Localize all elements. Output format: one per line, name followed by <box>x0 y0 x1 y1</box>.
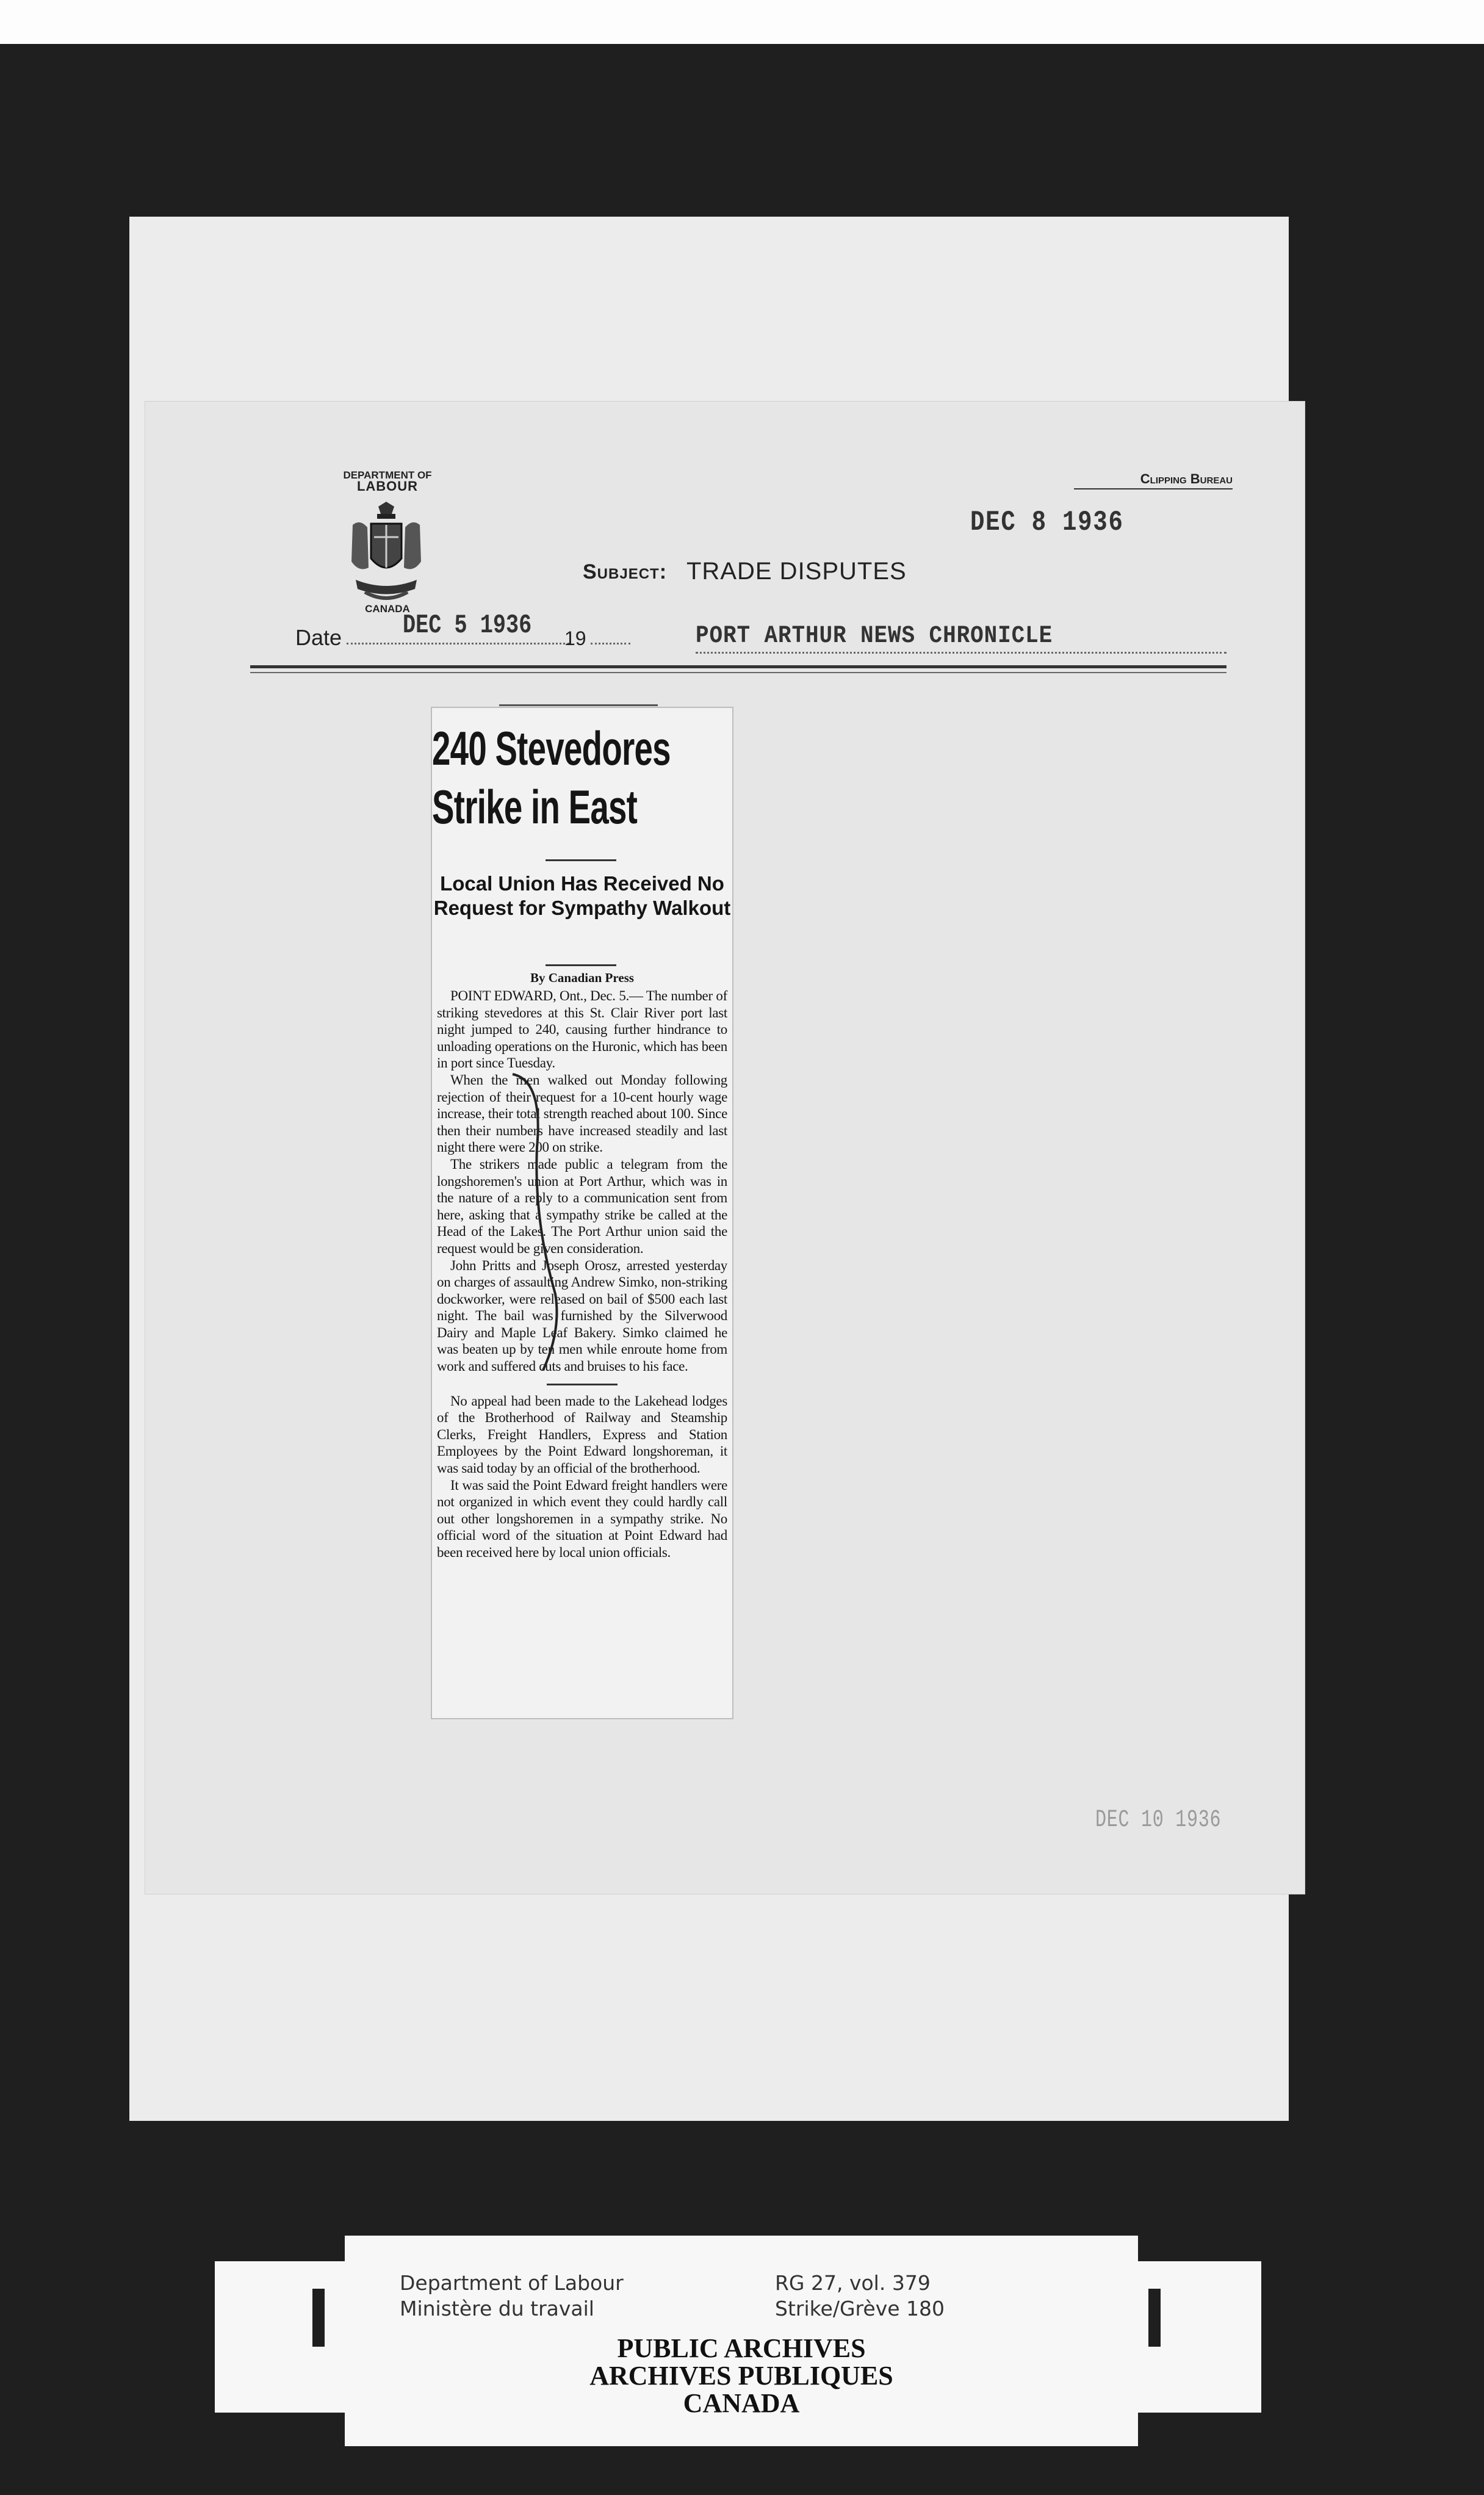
department-heading <box>330 470 445 492</box>
date-stamp: DEC 5 1936 <box>403 610 532 641</box>
date-label: Date <box>295 625 342 650</box>
year-field-line <box>591 643 630 645</box>
department-line1: DEPARTMENT OF <box>343 469 432 481</box>
headline-line2: Strike in East <box>432 780 638 834</box>
archive-department <box>400 2270 624 2322</box>
filed-date-stamp: DEC 10 1936 <box>1095 1807 1222 1834</box>
archive-title-fr: ARCHIVES PUBLIQUES <box>589 2361 893 2391</box>
archive-record-group: RG 27, vol. 379 <box>775 2271 931 2295</box>
subject-label: Subject: <box>583 560 668 583</box>
date-field-line <box>347 643 569 645</box>
date-year-prefix: 19 <box>564 627 586 649</box>
subhead-rule <box>546 964 616 966</box>
archive-label-left-tab <box>215 2261 346 2413</box>
archive-department-en: Department of Labour <box>400 2271 624 2295</box>
clipping-headline <box>432 719 730 836</box>
received-date-stamp: DEC 8 1936 <box>970 507 1124 538</box>
clipping-bureau-label: Clipping Bureau <box>1074 471 1233 489</box>
newspaper-clipping <box>432 708 732 1718</box>
article-paragraph: When the men walked out Monday following rejection of their request for a 10-cent hourly wage increase, their total strength reached about 100. Since then their numbers have increased steadily and last night there were 200 on strike. <box>437 1072 727 1155</box>
header-rule-thin <box>250 672 1226 673</box>
archive-label-right-tab <box>1136 2261 1261 2413</box>
country-label: CANADA <box>365 603 410 615</box>
archive-department-fr: Ministère du travail <box>400 2297 594 2320</box>
article-paragraph: John Pritts and Joseph Orosz, arrested yesterday on charges of assaulting Andrew Simko, non-striking dockworker, were released on bail of $500 each last night. The bail was furnished by the Silverwood Dairy and Maple Leaf Bakery. Simko claimed he was beaten up by ten men while enroute home from work and suffered cuts and bruises to his face. <box>437 1257 727 1374</box>
archive-title-en: PUBLIC ARCHIVES <box>617 2333 866 2363</box>
archive-reference <box>775 2270 945 2322</box>
newspaper-name-stamp: PORT ARTHUR NEWS CHRONICLE <box>696 623 1053 650</box>
article-paragraph: No appeal had been made to the Lakehead lodges of the Brotherhood of Railway and Steamship Clerks, Freight Handlers, Express and Station Employees by the Point Edward longshoreman, it was said today by an official of the brotherhood. <box>437 1393 727 1476</box>
article-paragraph: POINT EDWARD, Ont., Dec. 5.— The number of striking stevedores at this St. Clair River port last night jumped to 240, causing further hindrance to unloading operations on the Huronic, which has been in port since Tuesday. <box>437 988 727 1071</box>
archive-title <box>345 2334 1138 2417</box>
headline-line1: 240 Stevedores <box>432 721 671 775</box>
clipping-article-body <box>437 988 727 1561</box>
article-section-rule <box>547 1384 618 1385</box>
pen-annotation-mark <box>500 1062 574 1379</box>
clipping-subhead: Local Union Has Received No Request for Sympathy Walkout <box>433 872 731 919</box>
clipping-byline: By Canadian Press <box>530 970 634 985</box>
department-line2: LABOUR <box>356 478 419 494</box>
canada-coat-of-arms-icon <box>347 500 426 604</box>
archive-title-country: CANADA <box>683 2388 800 2418</box>
archive-strike-number: Strike/Grève 180 <box>775 2297 945 2320</box>
article-paragraph: The strikers made public a telegram from the longshoremen's union at Port Arthur, which was in the nature of a reply to a communication sent from here, asking that a sympathy strike be called at the Head of the Lakes. The Port Arthur union said the request would be given consideration. <box>437 1156 727 1256</box>
subject-value: TRADE DISPUTES <box>686 558 907 585</box>
clipping-top-rule <box>499 704 658 706</box>
headline-rule <box>546 859 616 861</box>
article-paragraph: It was said the Point Edward freight handlers were not organized in which event they could hardly call out other longshoremen in a sympathy strike. No official word of the situation at Point Edward had been received here by local union officials. <box>437 1477 727 1560</box>
header-rule <box>250 665 1226 668</box>
archive-reference-label <box>345 2236 1138 2446</box>
newspaper-field-line <box>696 652 1226 654</box>
scan-top-border <box>0 0 1484 44</box>
